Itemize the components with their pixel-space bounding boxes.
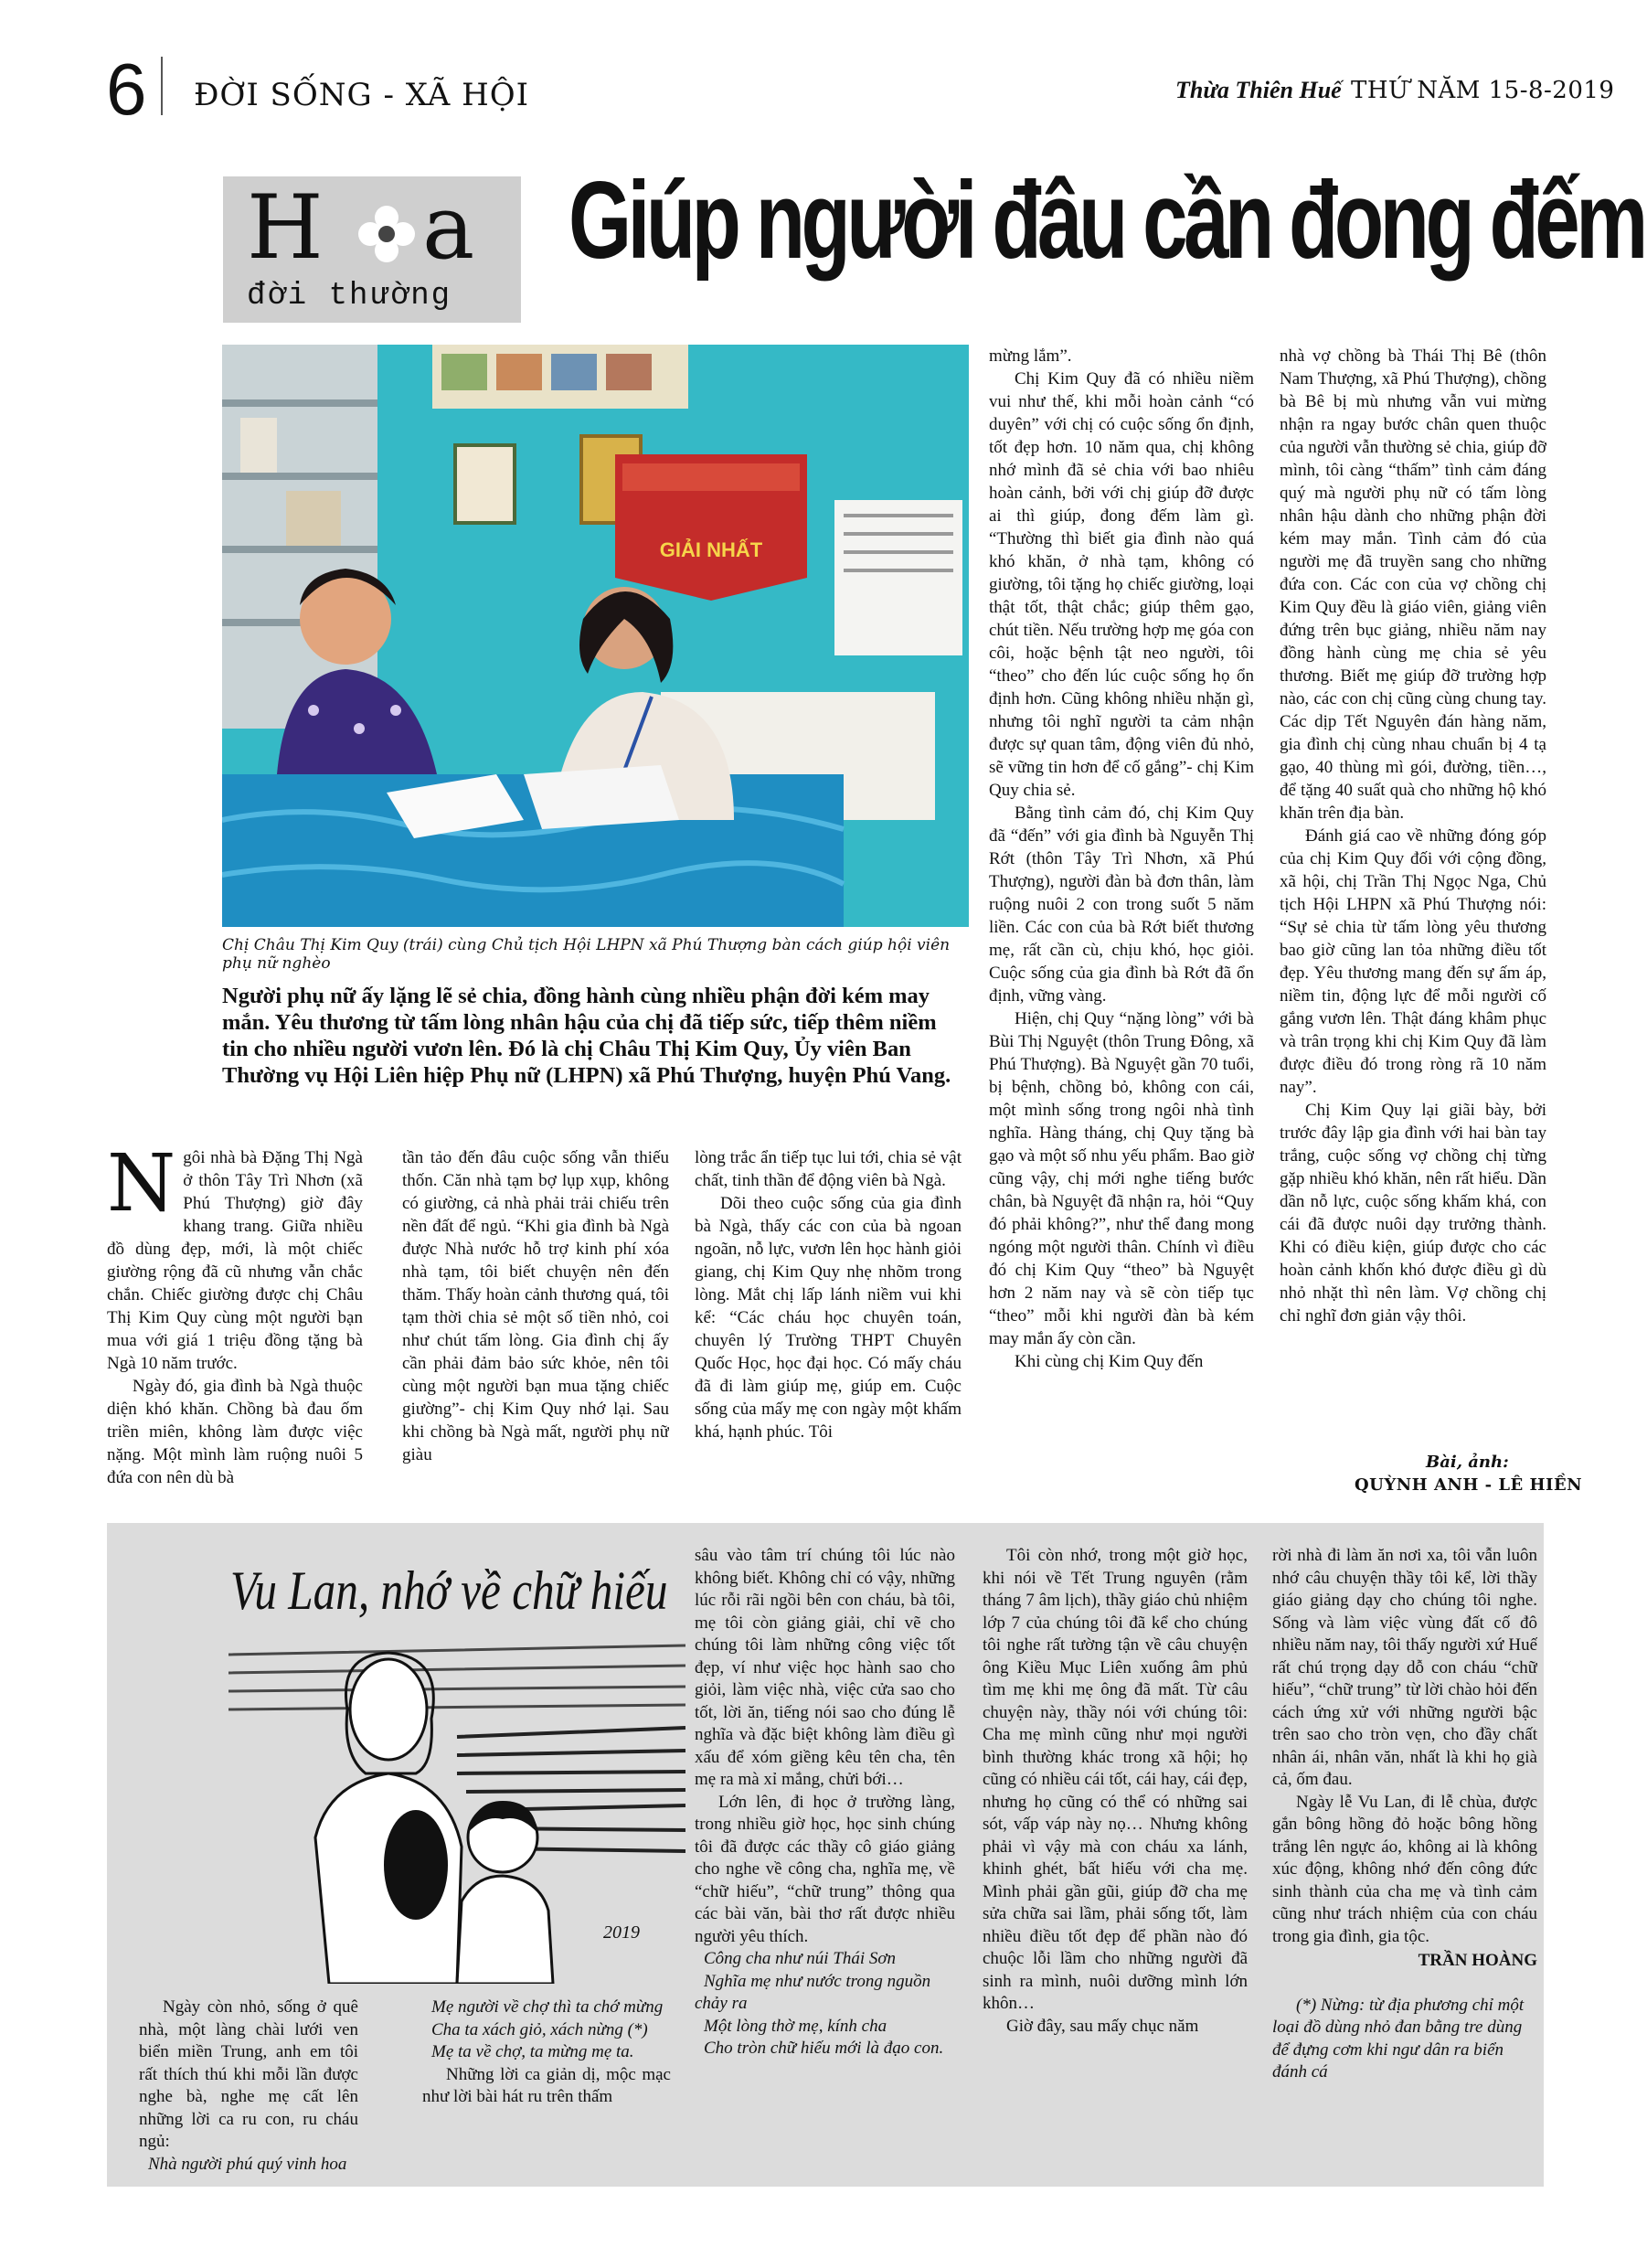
page-number: 6 — [106, 48, 147, 130]
article-column-2 — [402, 1146, 669, 1488]
logo-letter-h: H — [247, 176, 329, 279]
article-photo — [222, 345, 969, 927]
logo-letter-a: a — [422, 176, 481, 279]
paragraph: Dõi theo cuộc sống của gia đình bà Ngà, thấy các con của bà ngoan ngoãn, nỗ lực, vươn lên học hành giỏi giang, chị Kim Quy nhẹ nhõm trong lòng. Mắt chị lấp lánh niềm vui khi kể: “Các cháu học chuyên toán, chuyên lý Trường THPT Chuyên Quốc Học, học đại học. Có mấy cháu đã đi làm giúp mẹ, giúp em. Cuộc sống của mấy mẹ con ngày một khấm khá, hạnh phúc. Tôi — [695, 1194, 962, 1442]
paragraph: Những lời ca giản dị, mộc mạc như lời bài hát ru trên thấm — [422, 2064, 671, 2106]
paragraph: gôi nhà bà Đặng Thị Ngà ở thôn Tây Trì Nhơn (xã Phú Thượng) giờ đây khang trang. Giữa nhiều đồ dùng đẹp, mới, là một chiếc giường rộng đã cũ nhưng vẫn chắc chắn. Chiếc giường được chị Châu Thị Kim Quy cùng một người bạn mua với giá 1 triệu đồng tặng bà Ngà 10 năm trước. — [107, 1148, 363, 1373]
vu-lan-title: Vu Lan, nhớ về chữ hiếu — [230, 1560, 668, 1621]
paragraph: Khi cùng chị Kim Quy đến — [1015, 1352, 1204, 1371]
byline-label: Bài, ảnh: — [1426, 1453, 1509, 1472]
verse-line: Công cha như núi Thái Sơn — [704, 1949, 896, 1968]
paragraph: Đánh giá cao về những đóng góp của chị Kim Quy đối với cộng đồng, xã hội, chị Trần Thị Ngọc Nga, Chủ tịch Hội LHPN xã Phú Thượng nói: “Sự sẻ chia từ tấm lòng yêu thương bao giờ cũng lan tỏa những điều tốt đẹp. Yêu thương mang đến sự ấm áp, niềm tin, động lực để mỗi người cố gắng vươn lên. Thật đáng khâm phục và trân trọng khi chị Kim Quy đã làm được điều đó trong ròng rã 10 năm nay”. — [1280, 826, 1546, 1097]
paragraph: Ngày còn nhỏ, sống ở quê nhà, một làng chài lưới ven biển miền Trung, anh em tôi rất thích thú khi mỗi lần được nghe bà, nghe mẹ cất lên những lời ca ru con, ru cháu ngủ: — [139, 1997, 358, 2151]
article-column-3 — [695, 1146, 962, 1488]
paragraph: Ngày lễ Vu Lan, đi lễ chùa, được gắn bông hồng đỏ hoặc bông hồng trắng lên ngực áo, không ai là không xúc động, không nhớ đến công đức sinh thành của cha mẹ và tình cảm cũng như trách nhiệm của con cháu trong gia đình, gia tộc. — [1272, 1792, 1537, 1946]
article-headline: Giúp người đâu cần đong đếm — [568, 159, 1644, 282]
verse-line: Mẹ người về chợ thì ta chớ mừng — [431, 1997, 664, 2017]
verse-line: Mẹ ta về chợ, ta mừng mẹ ta. — [431, 2042, 634, 2061]
article-column-5 — [1280, 345, 1546, 1446]
paragraph: lòng trắc ẩn tiếp tục lui tới, chia sẻ vật chất, tinh thần để động viên bà Ngà. — [695, 1148, 962, 1190]
photo-caption: Chị Châu Thị Kim Quy (trái) cùng Chủ tịch Hội LHPN xã Phú Thượng bàn cách giúp hội viên phụ nữ nghèo — [222, 936, 951, 973]
issue-date: THỨ NĂM 15-8-2019 — [1351, 77, 1615, 104]
article-lead: Người phụ nữ ấy lặng lẽ sẻ chia, đồng hành cùng nhiều phận đời kém may mắn. Yêu thương từ tấm lòng nhân hậu của chị đã tiếp sức, tiếp thêm niềm tin cho nhiều người vươn lên. Đó là chị Châu Thị Kim Quy, Ủy viên Ban Thường vụ Hội Liên hiệp Phụ nữ (LHPN) xã Phú Thượng, huyện Phú Vang. — [222, 984, 951, 1088]
banner-title: GIẢI NHẤT — [659, 538, 763, 561]
verse-line: Cha ta xách giỏ, xách nừng (*) — [431, 2019, 648, 2039]
paragraph: mừng lắm”. — [989, 346, 1072, 366]
paragraph: Giờ đây, sau mấy chục năm — [1006, 2016, 1199, 2036]
paragraph: sâu vào tâm trí chúng tôi lúc nào không biết. Không chỉ có vậy, những lúc rỗi rãi ngồi bên con cháu, bà tôi, mẹ tôi còn giảng giải, chỉ vẽ cho chúng tôi làm những công việc tốt đẹp, ví như việc học hành sao cho giỏi, làm việc nhà, việc cửa sao cho tốt, lời ăn, tiếng nói sao cho đúng lễ nghĩa và đặc biệt không làm điều gì xấu để xóm giềng kêu tên cha, tên mẹ ra mà xỉ mắng, chửi bới… — [695, 1546, 955, 1789]
vu-lan-column-4 — [983, 1545, 1248, 2176]
paragraph: Chị Kim Quy lại giãi bày, bởi trước đây lập gia đình với hai bàn tay trắng, cuộc sống vợ chồng chị từng gặp nhiều khó khăn, nên rất hiểu. Dần dần nỗ lực, cuộc sống khấm khá, con cái đã được nuôi dạy trưởng thành. Khi có điều kiện, giúp được cho các hoàn cảnh khốn khó được điều gì dù nhỏ nhặt thì nên làm. Vợ chồng chị chỉ nghĩ đơn giản vậy thôi. — [1280, 1101, 1546, 1326]
footnote: (*) Nừng: từ địa phương chỉ một loại đồ dùng nhỏ đan bằng tre dùng để đựng cơm khi ngư dân ra biển đánh cá — [1272, 1995, 1525, 2082]
article-column-4 — [989, 345, 1254, 1489]
photo-illustration — [222, 345, 969, 927]
vu-lan-author: TRẦN HOÀNG — [1418, 1951, 1537, 1970]
paragraph: Lớn lên, đi học ở trường làng, trong nhiều giờ học, học sinh chúng tôi đã được các thầy cô giáo giảng cho nghe về công cha, nghĩa mẹ, về “chữ hiếu”, “chữ trung” thông qua các bài văn, bài thơ rất được nhiều người yêu thích. — [695, 1792, 955, 1946]
vu-lan-column-5 — [1272, 1545, 1537, 2176]
paragraph: Bằng tình cảm đó, chị Kim Quy đã “đến” với gia đình bà Nguyễn Thị Rớt (thôn Tây Trì Nhơn, xã Phú Thượng), người đàn bà đơn thân, làm ruộng nuôi 2 con trong suốt 5 năm liền. Các con của bà Rớt biết thương mẹ, rất cần cù, chịu khó, học giỏi. Cuộc sống của gia đình bà Rớt đã ổn định, vững vàng. — [989, 804, 1254, 1006]
flower-icon — [356, 204, 417, 264]
paragraph: tần tảo đến đâu cuộc sống vẫn thiếu thốn. Căn nhà tạm bợ lụp xụp, không có giường, cả nhà phải trải chiếu trên nền đất để ngủ. “Khi gia đình bà Ngà được Nhà nước hỗ trợ kinh phí xóa nhà tạm, tôi biết chuyện nên đến thăm. Thấy hoàn cảnh thương quá, tôi tạm thời chia sẻ một số tiền nhỏ, coi như chút tấm lòng. Gia đình chị ấy cần phải đảm bảo sức khỏe, nên tôi cùng một người bạn mua tặng chiếc giường”- chị Kim Quy nhớ lại. Sau khi chồng bà Ngà mất, người phụ nữ giàu — [402, 1148, 669, 1464]
vu-lan-column-1 — [139, 1996, 358, 2176]
sketch-signature: 2019 — [603, 1922, 640, 1943]
paragraph: Hiện, chị Quy “nặng lòng” với bà Bùi Thị Nguyệt (thôn Trung Đông, xã Phú Thượng). Bà Nguyệt gần 70 tuổi, bị bệnh, chồng bỏ, không con cái, một mình sống trong ngôi nhà tình nghĩa. Hàng tháng, chị Quy tặng bà gạo và một số nhu yếu phẩm. Bao giờ cũng vậy, chị mới nghe tiếng bước chân, bà Nguyệt đã nhận ra, hỏi “Quy đó phải không?”, như thể đang mong ngóng một người thân. Chính vì điều đó chị Kim Quy “theo” bà Nguyệt hơn 2 năm nay và sẽ còn tiếp tục “theo” mỗi khi người đàn bà kém may mắn ấy còn cần. — [989, 1009, 1254, 1348]
paragraph: Ngày đó, gia đình bà Ngà thuộc diện khó khăn. Chồng bà đau ốm triền miên, không làm được việc nặng. Một mình làm ruộng nuôi 5 đứa con nên dù bà — [107, 1377, 363, 1487]
article-column-1 — [107, 1146, 363, 1488]
paragraph: Chị Kim Quy đã có nhiều niềm vui như thế, khi mỗi hoàn cảnh “có duyên” với chị có cuộc sống ổn định, tốt đẹp hơn. 10 năm qua, chị không nhớ mình đã sẻ chia với bao nhiêu hoàn cảnh, bởi với chị giúp đỡ được ai thì giúp, đong đếm làm gì. “Thường thì biết gia đình nào quá khó khăn, ở nhà tạm, không có giường, tôi tặng họ chiếc giường, loại thật tốt, thật chắc; giúp thêm gạo, chút tiền. Nếu trường hợp mẹ góa con côi, hoặc bệnh tật neo người, tôi “theo” cho đến lúc cuộc sống họ ổn định hơn. Cũng không nhiều nhặn gì, nhưng tôi nghĩ người ta cảm nhận được sự quan tâm, động viên đủ nhỏ, sẽ vững tin hơn để cố gắng”- chị Kim Quy chia sẻ. — [989, 369, 1254, 800]
verse-line: Nhà người phú quý vinh hoa — [148, 2154, 347, 2174]
logo-subtitle: đời thường — [247, 279, 452, 314]
header-divider — [161, 57, 163, 115]
vu-lan-column-3 — [695, 1545, 955, 2176]
vu-lan-column-2 — [422, 1996, 671, 2176]
sketch-illustration — [228, 1636, 685, 1984]
verse-line: Cho tròn chữ hiếu mới là đạo con. — [704, 2039, 944, 2058]
paragraph: Tôi còn nhớ, trong một giờ học, khi nói về Tết Trung nguyên (rằm tháng 7 âm lịch), thầy giáo chủ nhiệm lớp 7 của chúng tôi đã kể cho chúng tôi nghe rất tường tận về câu chuyện ông Kiều Mục Liên xuống âm phủ tìm mẹ khi mẹ ông đã mất. Từ câu chuyện này, thầy nói với chúng tôi: Cha mẹ mình cũng như mọi người bình thường khác trong xã hội; họ cũng có nhiều cái tốt, cái hay, cái đẹp, nhưng họ cũng có thể có những sai sót, vấp váp này nọ… Nhưng không phải vì vậy mà con cháu xa lánh, khinh ghét, bất hiếu với cha mẹ. Mình phải gần gũi, giúp đỡ cha mẹ sửa chữa sai lầm, phải sống tốt, làm nhiều điều tốt đẹp để phần nào đó chuộc lỗi lầm cho những người đã sinh ra mình, nuôi dưỡng mình lớn khôn… — [983, 1546, 1248, 2013]
newspaper-name: Thừa Thiên Huế — [1175, 77, 1342, 103]
paragraph: rời nhà đi làm ăn nơi xa, tôi vẫn luôn nhớ câu chuyện thầy tôi kể, lời thầy giáo giảng dạy cho chúng tôi nghe. Sống và làm việc vùng đất cố đô nhiều năm nay, tôi thấy người xứ Huế rất chú trọng dạy dỗ con cháu “chữ hiếu”, “chữ trung” từ lời chào hỏi đến cách ứng xử với những người bậc trên sao cho tròn vẹn, cho đầy chất nhân ái, nhân văn, nhất là khi họ già cả, ốm đau. — [1272, 1546, 1537, 1789]
column-logo — [223, 176, 521, 323]
paragraph: nhà vợ chồng bà Thái Thị Bê (thôn Nam Thượng, xã Phú Thượng), chồng bà Bê bị mù nhưng vẫn vui mừng nhận ra ngay bước chân quen thuộc của người vẫn thường sẻ chia, giúp đỡ mình, tôi càng “thấm” tình cảm đáng quý mà người phụ nữ có tấm lòng nhân hậu dành cho những phận đời kém may mắn. Tình cảm đó của người mẹ đã truyền sang cho những đứa con. Các con của vợ chồng chị Kim Quy đều là giáo viên, giảng viên đứng trên bục giảng, nhiều năm nay đồng hành cùng mẹ chia sẻ yêu thương. Biết mẹ giúp đỡ trường hợp nào, các con chị cũng cùng chung tay. Các dịp Tết Nguyên đán hàng năm, gia đình chị cùng nhau chuẩn bị 4 tạ gạo, 40 thùng mì gói, đường, tiền…, để tặng 40 suất quà cho những hộ khó khăn trên địa bàn. — [1280, 346, 1546, 823]
verse-line: Nghĩa mẹ như nước trong nguồn chảy ra — [695, 1971, 931, 2013]
drop-cap: N — [107, 1146, 176, 1230]
byline-name: QUỲNH ANH - LÊ HIỀN — [1355, 1475, 1583, 1495]
verse-line: Một lòng thờ mẹ, kính cha — [704, 2016, 887, 2036]
section-title: ĐỜI SỐNG - XÃ HỘI — [194, 77, 530, 113]
